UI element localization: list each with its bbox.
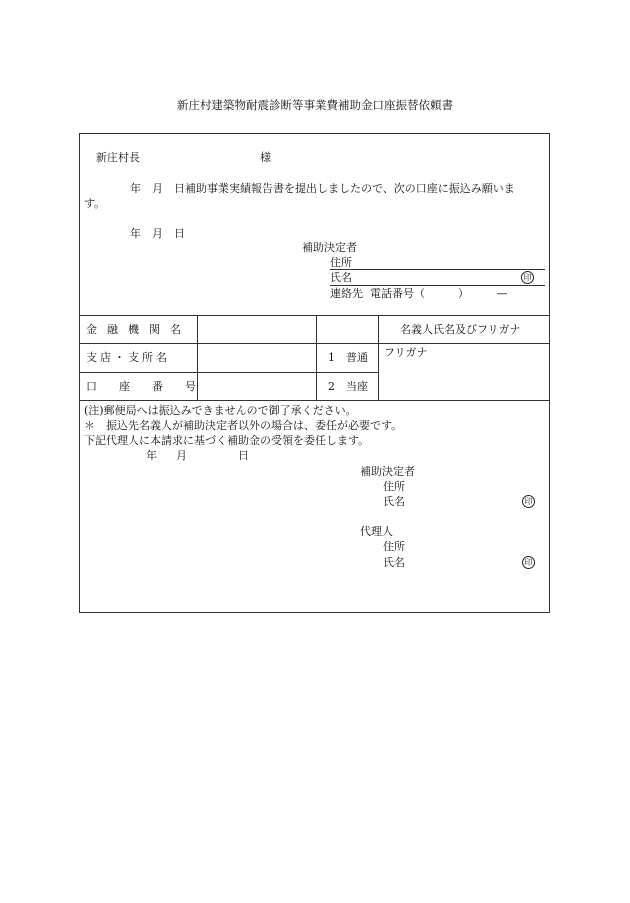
note-delegation: ＊ 振込先名義人が補助決定者以外の場合は、委任が必要です。 [84, 419, 403, 432]
applicant-label: 補助決定者 [302, 241, 357, 254]
table-row-line-1 [79, 343, 550, 344]
form-frame [79, 133, 550, 613]
applicant-address-label: 住所 [330, 256, 352, 269]
request-line-2: す。 [84, 197, 106, 210]
agent-name: 氏名 [383, 556, 405, 569]
request-line-1: 年 月 日補助事業実績報告書を提出しましたので、次の口座に振込み願いま [130, 182, 515, 195]
phone-label: 電話番号（ ） — [370, 287, 508, 300]
notes-applicant-label: 補助決定者 [360, 465, 415, 478]
account-type-ordinary: 1 普通 [328, 351, 368, 364]
table-row-line-2 [79, 372, 379, 373]
document-title: 新庄村建築物耐震診断等事業費補助金口座振替依頼書 [177, 98, 453, 112]
account-number-label: 口座番号 [86, 380, 218, 393]
letter-date: 年 月 日 [130, 227, 185, 240]
agent-address: 住所 [383, 540, 405, 553]
address-underline [330, 269, 545, 270]
bank-name-label: 金融機関名 [86, 323, 191, 336]
agent-label: 代理人 [360, 525, 393, 538]
table-col-line-2 [316, 315, 317, 400]
addressee: 新庄村長 [96, 151, 140, 164]
account-type-current: 2 当座 [328, 380, 368, 393]
name-underline [330, 285, 545, 286]
date-month: 月 [176, 449, 187, 462]
furigana-label: フリガナ [384, 346, 428, 359]
table-top-line [79, 315, 550, 316]
notes-applicant-name: 氏名 [383, 495, 405, 508]
holder-header: 名義人氏名及びフリガナ [400, 323, 521, 336]
date-year: 年 [146, 449, 157, 462]
contact-label: 連絡先 [330, 287, 363, 300]
seal-icon: 印 [522, 556, 535, 569]
table-bottom-line [79, 400, 550, 401]
table-col-line-3 [378, 315, 379, 400]
applicant-name-label: 氏名 [330, 271, 352, 284]
date-day: 日 [238, 449, 249, 462]
seal-icon: 印 [521, 271, 534, 284]
note-delegate-statement: 下記代理人に本請求に基づく補助金の受領を委任します。 [84, 434, 370, 447]
honorific: 様 [260, 151, 271, 164]
notes-applicant-address: 住所 [383, 480, 405, 493]
seal-icon: 印 [522, 495, 535, 508]
branch-name-label: 支店・支所名 [86, 351, 170, 364]
note-post-office: (注)郵便局へは振込みできませんので御了承ください。 [84, 404, 357, 417]
